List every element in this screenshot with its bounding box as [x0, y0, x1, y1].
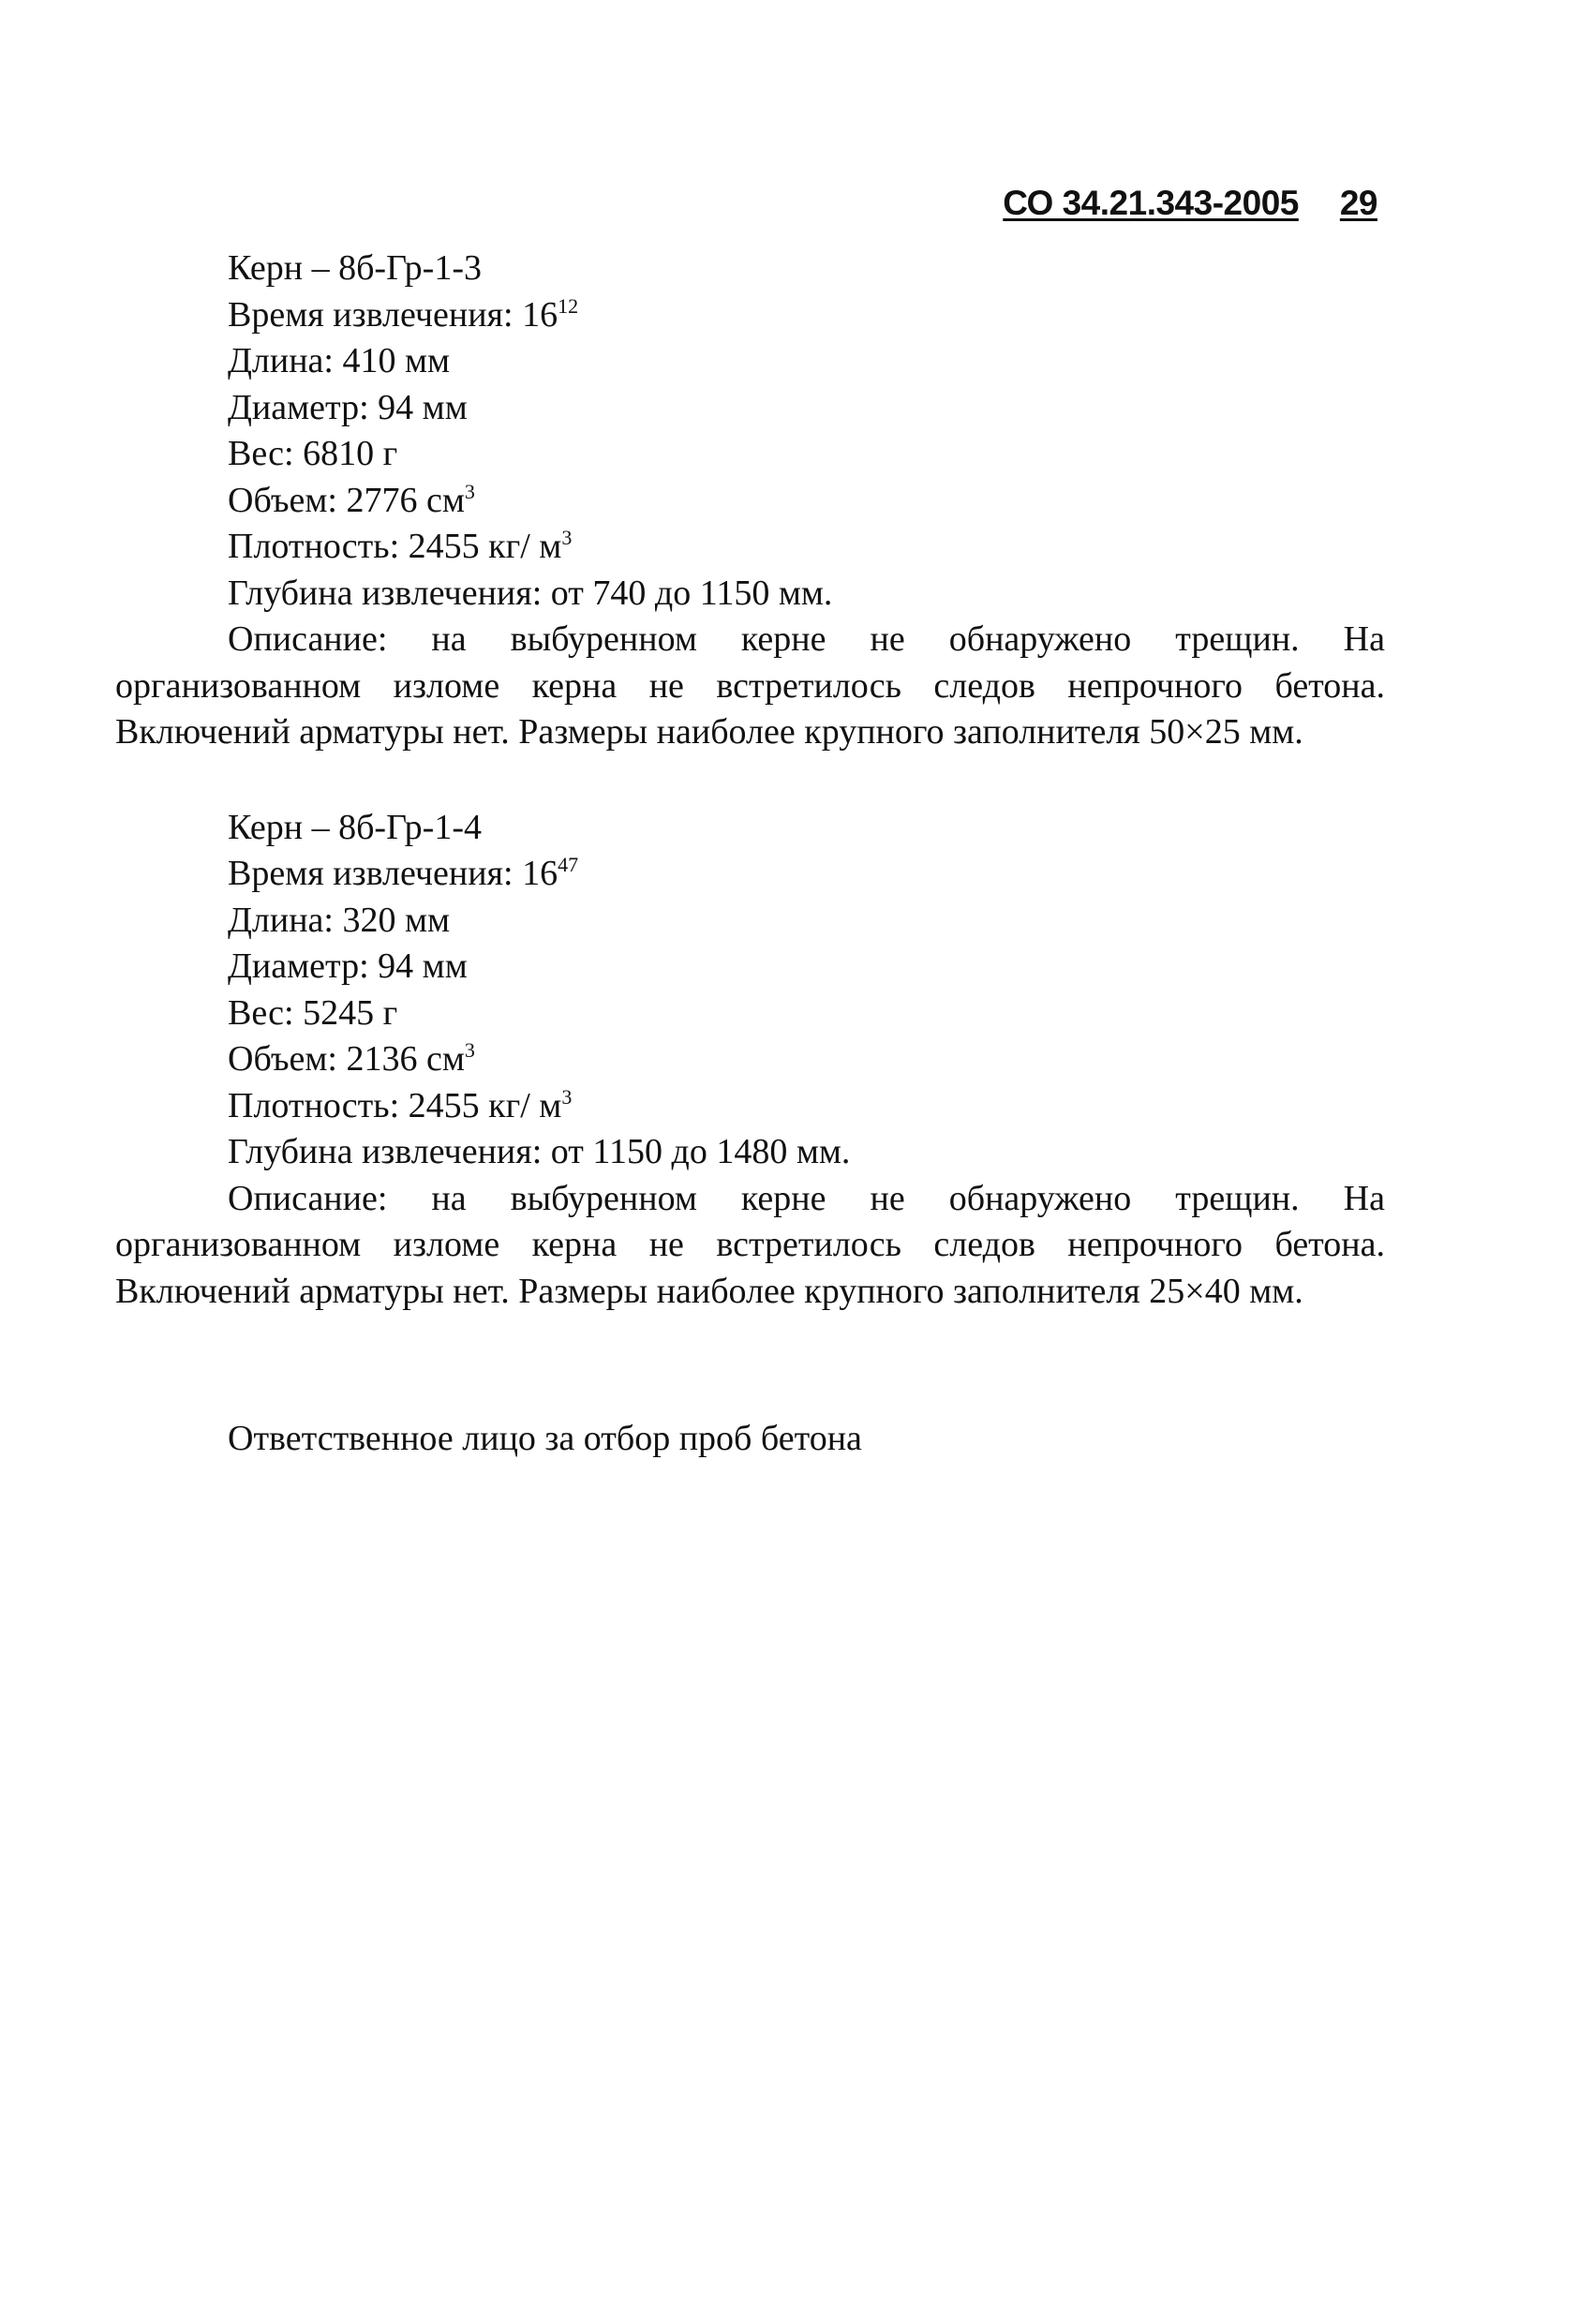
core-volume [115, 478, 1385, 525]
core-density-exponent: 3 [561, 526, 573, 549]
core-density [115, 1083, 1385, 1130]
core-length: Длина: 320 мм [228, 900, 451, 940]
core-weight: Вес: 6810 г [228, 434, 398, 473]
document-body [115, 246, 1385, 1463]
extraction-time-hours: 16 [522, 854, 558, 893]
core-id: Керн – 8б-Гр-1-4 [228, 807, 482, 847]
core-diameter: Диаметр: 94 мм [228, 387, 468, 427]
extraction-time [115, 851, 1385, 898]
page-number: 29 [1339, 184, 1377, 222]
core-description: Описание: на выбуренном керне не обнаружено трещин. На организованном изломе керна не встретилось следов непрочного бетона. Включений арматуры нет. Размеры наиболее крупного заполнителя 25×40 мм. [115, 1178, 1385, 1311]
extraction-time-hours: 16 [522, 294, 558, 335]
core-record [115, 246, 1385, 756]
extraction-time-minutes: 12 [558, 293, 579, 318]
core-volume [115, 1036, 1385, 1083]
core-length: Длина: 410 мм [228, 341, 451, 380]
core-density-label: Плотность: 2455 кг/ м [228, 527, 562, 566]
signature-label: Ответственное лицо за отбор проб бетона [228, 1419, 862, 1458]
core-volume-exponent: 3 [464, 479, 475, 503]
document-header [1003, 184, 1377, 223]
core-density-label: Плотность: 2455 кг/ м [228, 1085, 562, 1125]
core-record [115, 805, 1385, 1316]
extraction-depth: Глубина извлечения: от 740 до 1150 мм. [228, 573, 833, 613]
core-volume-exponent: 3 [464, 1038, 475, 1062]
extraction-time-label: Время извлечения: [228, 854, 523, 893]
core-description: Описание: на выбуренном керне не обнаружено трещин. На организованном изломе керна не встретилось следов непрочного бетона. Включений арматуры нет. Размеры наиболее крупного заполнителя 50×25 мм. [115, 619, 1385, 752]
extraction-time-label: Время извлечения: [228, 294, 523, 335]
core-volume-label: Объем: 2136 см [228, 1039, 465, 1079]
core-id: Керн – 8б-Гр-1-3 [228, 248, 482, 288]
core-density [115, 524, 1385, 571]
core-diameter: Диаметр: 94 мм [228, 946, 468, 986]
core-volume-label: Объем: 2776 см [228, 480, 465, 520]
extraction-time-minutes: 47 [558, 853, 579, 876]
core-density-exponent: 3 [561, 1084, 573, 1109]
extraction-time [115, 292, 1385, 339]
core-weight: Вес: 5245 г [228, 992, 398, 1033]
extraction-depth: Глубина извлечения: от 1150 до 1480 мм. [228, 1132, 851, 1171]
document-code: СО 34.21.343-2005 [1003, 184, 1299, 222]
